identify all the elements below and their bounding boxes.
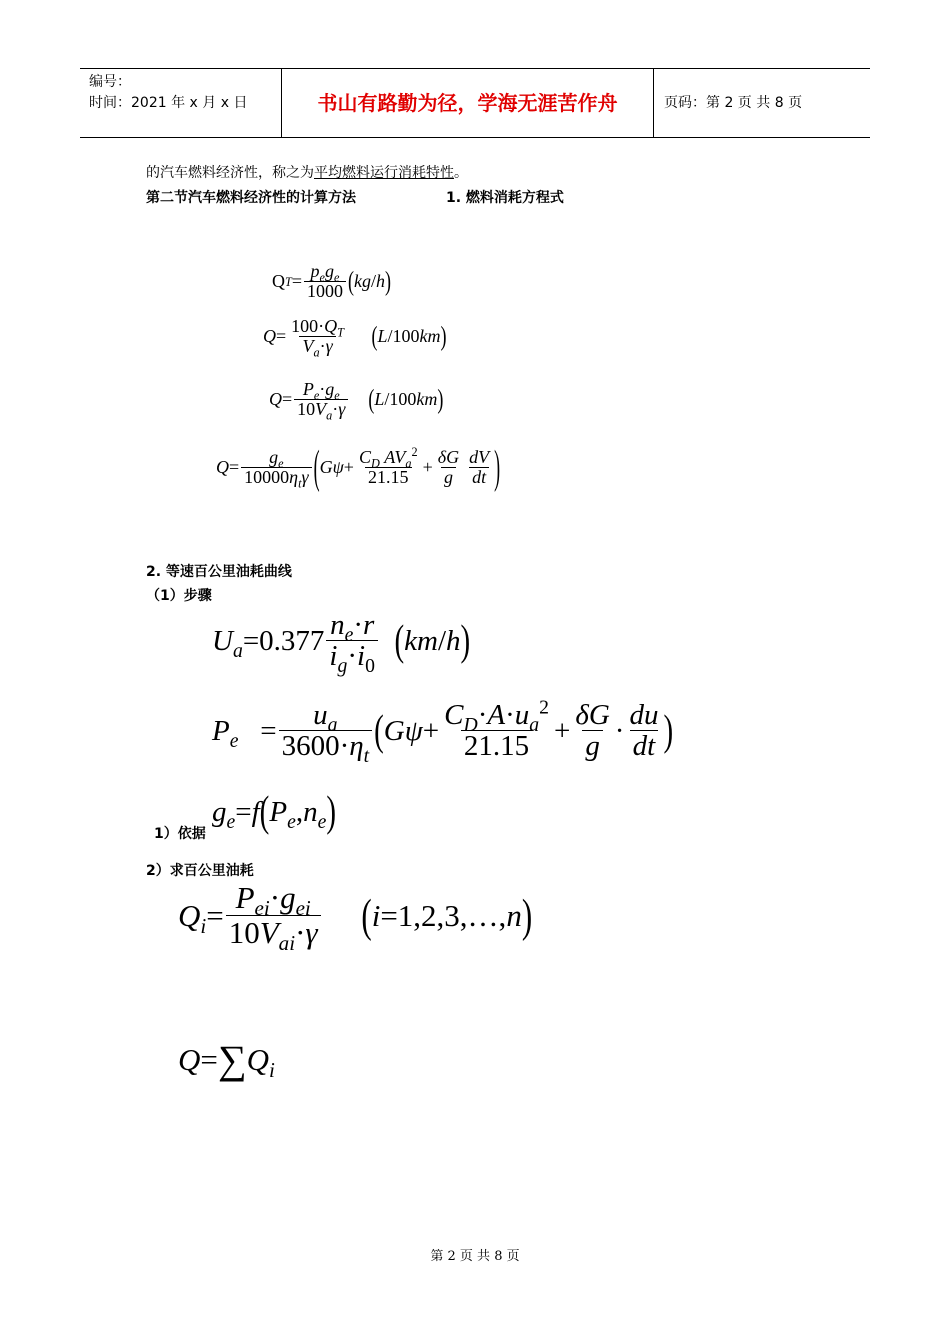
intro-prefix: 的汽车燃料经济性，称之为	[146, 165, 314, 181]
formula-qi: $Q_i$ = $\frac{P_{ei}\cdot g_{ei}}{10V_{ai}\cdot\gamma}$ ( i =1,2,3,…, n )	[178, 880, 533, 955]
formula-qt: Q T = $\frac{p_eg_e}{1000}$ ( kg / h )	[272, 261, 391, 301]
page-footer: 第 2 页 共 8 页	[430, 1249, 520, 1264]
intro-line	[146, 162, 468, 182]
section-heading-curve: 2. 等速百公里油耗曲线	[146, 564, 292, 580]
step2-label: 2）求百公里油耗	[146, 863, 254, 879]
formula-q-full: Q = $\frac{g_e}{10000\eta_t\gamma}$ ( Gψ + $\frac{C_D AV_a^2}{21.15}$ + $\frac{\delta G}{g}$ $\frac{dV}{dt}$ )	[216, 440, 501, 493]
header-page-info: 页码：第 2 页 共 8 页	[664, 95, 803, 111]
section-heading-calc: 第二节汽车燃料经济性的计算方法	[146, 190, 356, 206]
header-motto: 书山有路勤为径，学海无涯苦作舟	[281, 69, 654, 137]
steps-label: （1）步骤	[146, 588, 212, 604]
intro-underlined-term: 平均燃料运行消耗特性	[314, 165, 454, 181]
formula-q-sum: Q = ∑ $Q_i$	[178, 1037, 275, 1082]
formula-pe: $P_e$ = $\frac{u_a}{3600\cdot\eta_t}$ ( Gψ + $\frac{C_D\cdot A\cdot u_a^2}{21.15}$ + $\frac{\delta G}{g}$ · $\frac{du}{dt}$ )	[212, 696, 674, 768]
formula-q-from-qt: Q = $\frac{100\cdot Q_T}{V_a\cdot\gamma}$ ( L /100 km )	[263, 316, 447, 360]
formula-ge: $g_e$ = f ( $P_e$ , $n_e$ )	[212, 787, 336, 836]
document-number-label: 编号：	[89, 74, 131, 90]
step1-label: 1）依据	[154, 826, 206, 842]
document-time-label: 时间：2021 年 x 月 x 日	[89, 95, 248, 111]
formula-ua: $U_a$ =0.377 $\frac{n_e\cdot r}{i_g\cdot i_0}$ ( km / h )	[212, 609, 471, 678]
intro-suffix: 。	[454, 165, 468, 181]
formula-q-from-pe: Q = $\frac{P_e\cdot g_e}{10V_a\cdot\gamma}$ ( L /100 km )	[269, 379, 444, 423]
header-meta	[80, 69, 281, 137]
subsection-heading-equation: 1. 燃料消耗方程式	[446, 190, 564, 206]
document-header	[80, 68, 870, 138]
